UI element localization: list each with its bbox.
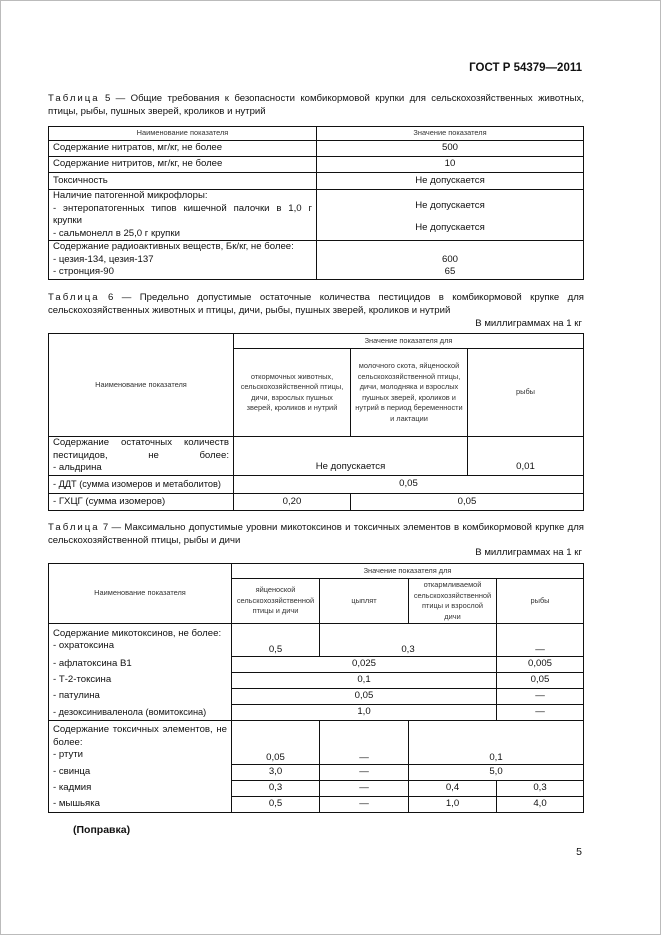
row-name xyxy=(49,624,232,657)
amendment-note: (Поправка) xyxy=(73,824,131,836)
column-header: рыбы xyxy=(497,579,584,624)
standard-number: ГОСТ Р 54379—2011 xyxy=(469,62,582,74)
cell-value: 0,3 xyxy=(232,781,320,797)
row-name: - Т-2-токсина xyxy=(49,673,232,689)
cell-value: Не допускается xyxy=(234,437,468,476)
row-sub: - альдрина xyxy=(53,462,102,474)
row-name: - дезоксиниваленола (вомитоксина) xyxy=(49,705,232,721)
column-header: откормочных животных, сельскохозяйственной птицы, дичи, взрослых пушных зверей, кроликов и нутрий xyxy=(234,349,351,437)
cell-value: — xyxy=(320,781,409,797)
cell-value: 0,01 xyxy=(468,437,584,476)
cell-value: 0,05 xyxy=(232,689,497,705)
column-header: откармливаемой сельскохозяйственной птицы и взрослой дичи xyxy=(409,579,497,624)
row-name: - свинца xyxy=(49,765,232,781)
cell-value: 5,0 xyxy=(409,765,584,781)
row-value: 10 xyxy=(317,157,584,173)
cell-value: 0,3 xyxy=(320,624,497,657)
cell-value: 1,0 xyxy=(232,705,497,721)
column-group-header: Значение показателя для xyxy=(234,334,584,349)
value-b: Не допускается xyxy=(415,222,485,233)
cell-value: 0,20 xyxy=(234,494,351,511)
row-name xyxy=(49,437,234,476)
cell-value: — xyxy=(497,689,584,705)
row-name xyxy=(49,241,317,280)
column-header: Наименование показателя xyxy=(49,127,317,141)
cell-value: 4,0 xyxy=(497,797,584,813)
column-header: яйценоской сельскохозяйственной птицы и дичи xyxy=(232,579,320,624)
row-name: - кадмия xyxy=(49,781,232,797)
row-value: Не допускается xyxy=(317,173,584,190)
page-number: 5 xyxy=(576,846,582,858)
column-header: молочного скота, яйценоской сельскохозяйственной птицы, дичи, молодняка и взрослых пушных зверей, кроликов и нутрий в период беременности и лактации xyxy=(351,349,468,437)
cell-value: 0,05 xyxy=(234,476,584,494)
row-name: Содержание нитратов, мг/кг, не более xyxy=(49,141,317,157)
row-sub: - ртути xyxy=(53,749,84,760)
cell-value: — xyxy=(497,624,584,657)
column-header: Наименование показателя xyxy=(49,334,234,437)
cell-value: — xyxy=(497,705,584,721)
cell-value: — xyxy=(320,721,409,765)
row-title: Содержание остаточных количеств пестицидов, не более: xyxy=(53,437,229,461)
row-sub: - охратоксина xyxy=(53,640,115,652)
cell-value: — xyxy=(320,765,409,781)
table6-caption: Таблица 6 — Предельно допустимые остаточные количества пестицидов в комбикормовой крупке для сельскохозяйственных животных и птицы, дичи, рыбы, пушных зверей, кроликов и нутрий xyxy=(48,292,584,316)
row-name xyxy=(49,190,317,241)
table5-caption: Таблица 5 — Общие требования к безопасности комбикормовой крупки для сельскохозяйственных животных, птицы, рыбы, пушных зверей, кроликов и нутрий xyxy=(48,93,585,117)
value-a: 600 xyxy=(441,253,458,265)
cell-value: 1,0 xyxy=(409,797,497,813)
row-name: - патулина xyxy=(49,689,232,705)
table7-caption: Таблица 7 — Максимально допустимые уровни микотоксинов и токсичных элементов в комбикормовой крупке для сельскохозяйственной птицы, рыбы и дичи xyxy=(48,522,585,546)
row-title: Наличие патогенной микрофлоры: xyxy=(53,190,208,201)
row-name: - ДДТ (сумма изомеров и метаболитов) xyxy=(49,476,234,494)
row-sub: - цезия-134, цезия-137 xyxy=(53,253,154,265)
row-name: - афлатоксина В1 xyxy=(49,657,232,673)
value-b: 65 xyxy=(444,266,456,277)
row-value: 500 xyxy=(317,141,584,157)
row-title: Содержание микотоксинов, не более: xyxy=(53,627,222,639)
cell-value: 0,05 xyxy=(497,673,584,689)
row-name: Токсичность xyxy=(49,173,317,190)
row-value xyxy=(317,241,584,280)
row-title: Содержание радиоактивных веществ, Бк/кг, не более: xyxy=(53,241,294,253)
cell-value: 0,1 xyxy=(409,721,584,765)
cell-value: 0,1 xyxy=(232,673,497,689)
column-header: цыплят xyxy=(320,579,409,624)
cell-value: 0,5 xyxy=(232,624,320,657)
row-name: Содержание нитритов, мг/кг, не более xyxy=(49,157,317,173)
table7-units: В миллиграммах на 1 кг xyxy=(475,547,582,558)
column-header: рыбы xyxy=(468,349,584,437)
cell-value: — xyxy=(320,797,409,813)
row-title: Содержание токсичных элементов, не более: xyxy=(53,724,227,748)
row-name: - мышьяка xyxy=(49,797,232,813)
cell-value: 0,025 xyxy=(232,657,497,673)
table7 xyxy=(48,563,584,813)
column-group-header: Значение показателя для xyxy=(232,564,584,579)
row-sub: - сальмонелл в 25,0 г крупки xyxy=(53,227,180,239)
row-name: - ГХЦГ (сумма изомеров) xyxy=(49,494,234,511)
table6 xyxy=(48,333,584,511)
table5 xyxy=(48,126,584,280)
cell-value: 0,05 xyxy=(351,494,584,511)
cell-value: 0,4 xyxy=(409,781,497,797)
cell-value: 0,05 xyxy=(232,721,320,765)
row-sub: - энтеропатогенных типов кишечной палочки в 1,0 г крупки xyxy=(53,202,312,226)
cell-value: 0,3 xyxy=(497,781,584,797)
row-sub: - стронция-90 xyxy=(53,266,114,278)
cell-value: 0,5 xyxy=(232,797,320,813)
cell-value: 3,0 xyxy=(232,765,320,781)
table6-units: В миллиграммах на 1 кг xyxy=(475,318,582,329)
cell-value: 0,005 xyxy=(497,657,584,673)
column-header: Значение показателя xyxy=(317,127,584,141)
row-value xyxy=(317,190,584,241)
row-name xyxy=(49,721,232,765)
column-header: Наименование показателя xyxy=(49,564,232,624)
value-a: Не допускается xyxy=(415,199,485,211)
